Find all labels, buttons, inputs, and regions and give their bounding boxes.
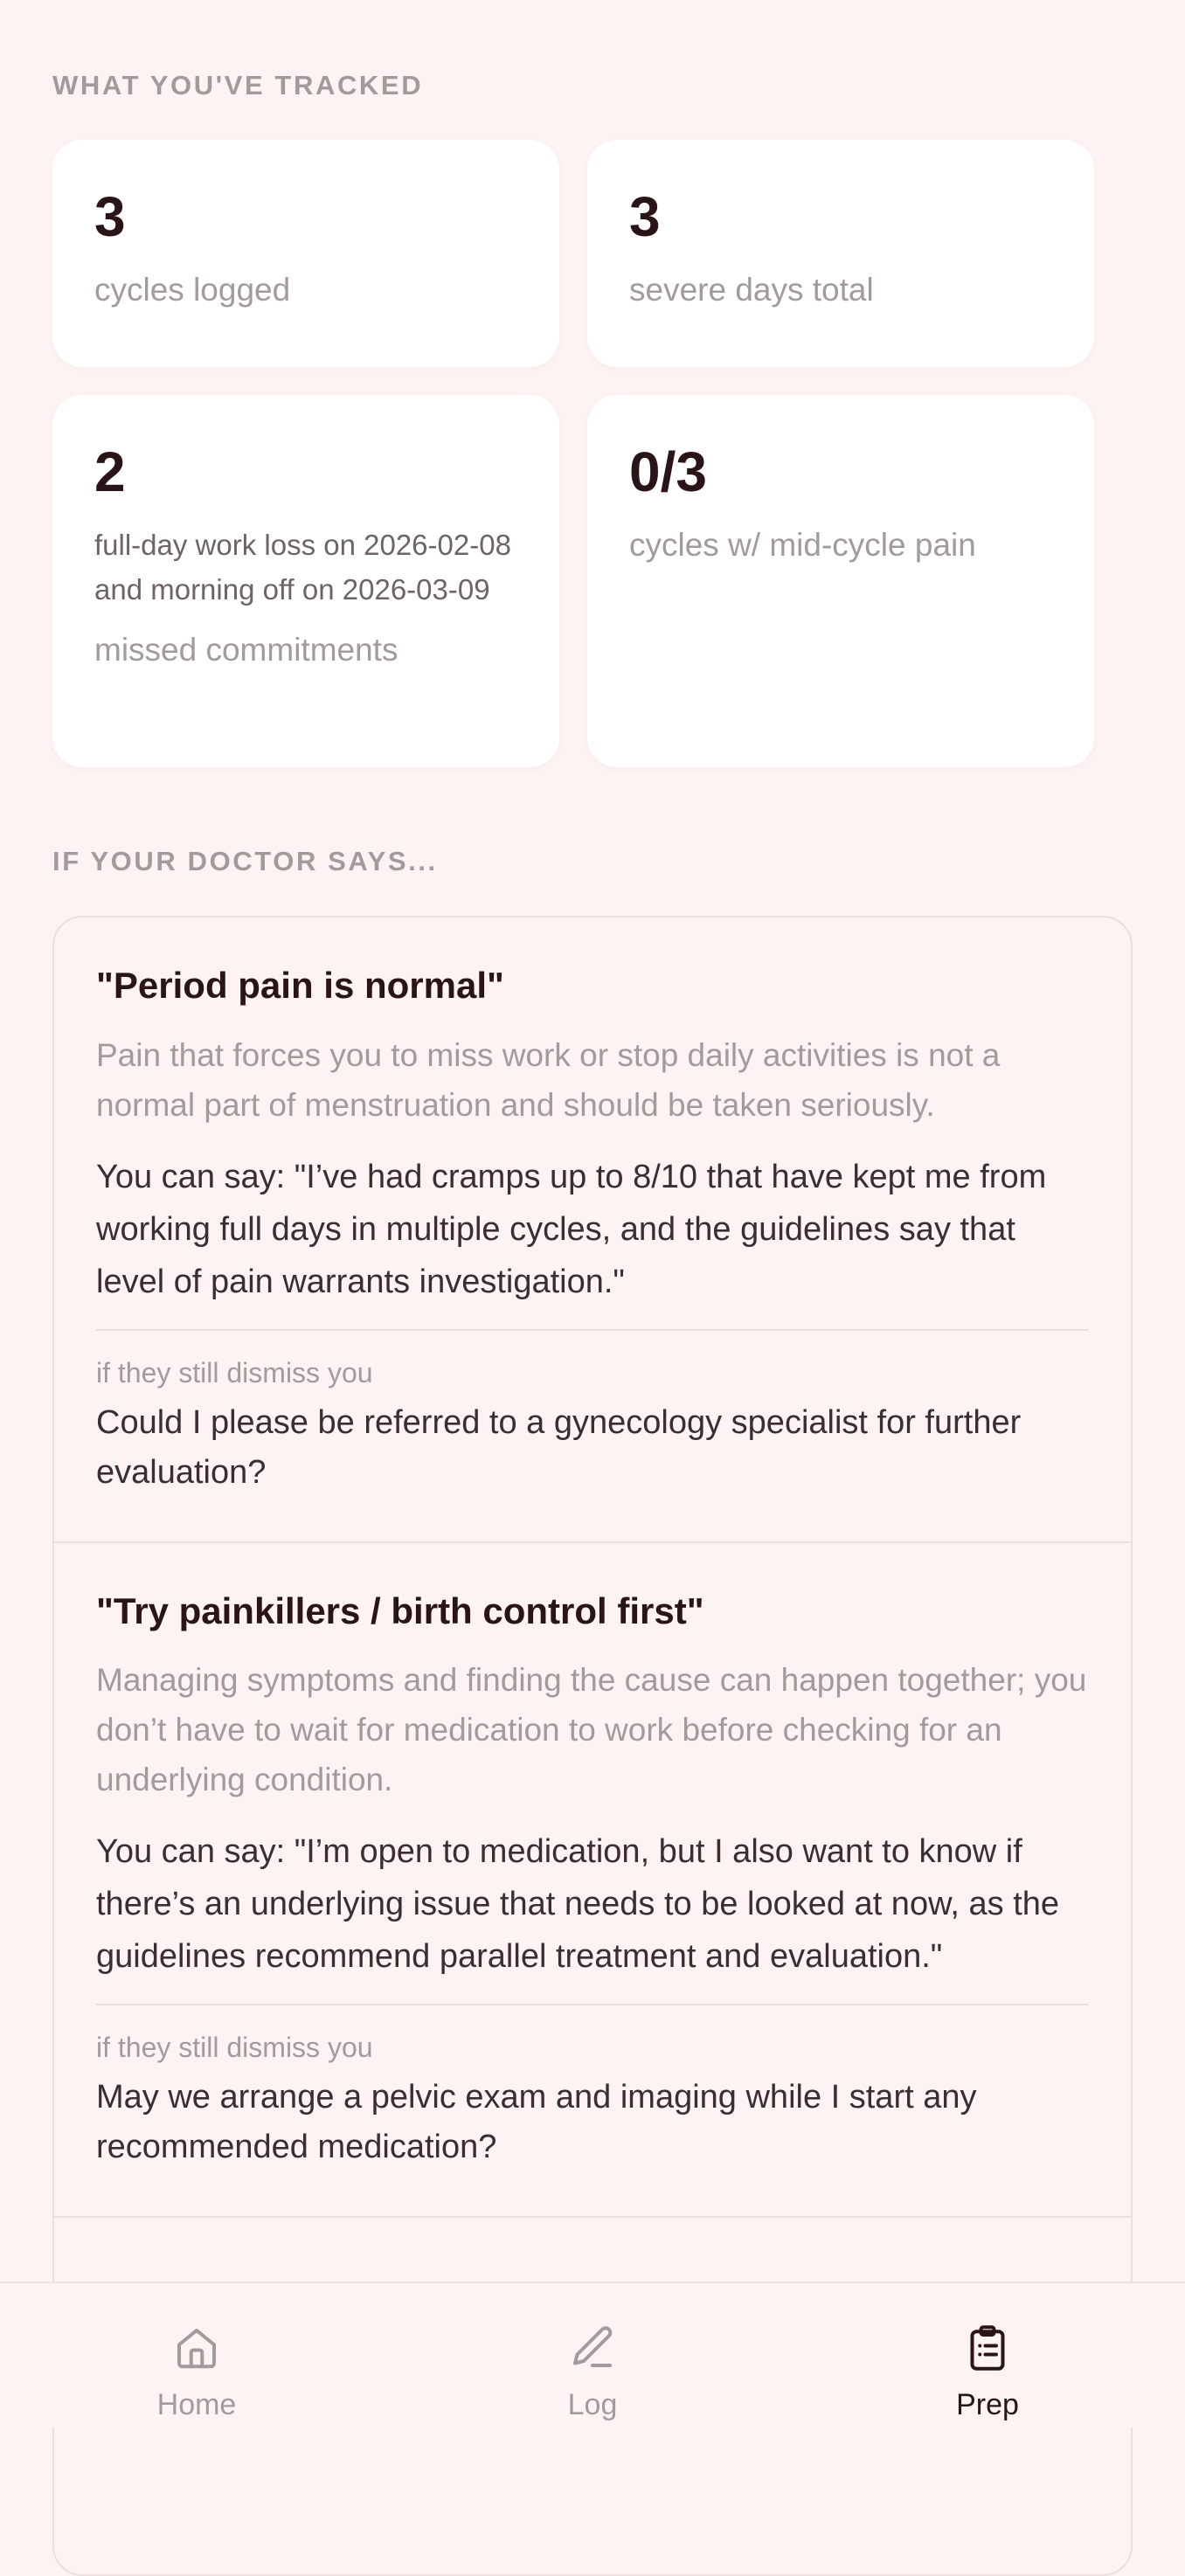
dismiss-request: Could I please be referred to a gynecology specialist for further evaluation? — [96, 1403, 1022, 1491]
response-title: "Period pain is normal" — [96, 965, 504, 1006]
tracked-section-label: WHAT YOU'VE TRACKED — [52, 70, 424, 100]
stat-card-mid-cycle-pain — [587, 395, 1094, 767]
home-icon — [170, 2322, 223, 2374]
nav-log[interactable] — [496, 2322, 689, 2422]
doctor-section-label: IF YOUR DOCTOR SAYS... — [52, 846, 438, 876]
stat-note: full-day work loss on 2026-02-08 and morning off on 2026-03-09 — [94, 529, 511, 606]
stat-label: missed commitments — [94, 632, 398, 668]
stat-value: 0/3 — [629, 440, 707, 503]
response-reason: Pain that forces you to miss work or stop daily activities is not a normal part of menstruation and should be taken seriously. — [96, 1036, 1001, 1123]
response-reason: Managing symptoms and finding the cause can happen together; you don’t have to wait for medication to work before checking for an underlying condition. — [96, 1662, 1087, 1797]
doctor-response-item — [54, 1543, 1131, 2219]
tracked-stats-grid — [52, 140, 1094, 767]
stat-value: 3 — [94, 185, 126, 248]
dismiss-label: if they still dismiss you — [96, 2032, 373, 2063]
nav-home-label: Home — [156, 2388, 237, 2421]
nav-home[interactable] — [100, 2322, 293, 2422]
clipboard-icon — [961, 2322, 1014, 2374]
response-title: "Try painkillers / birth control first" — [96, 1589, 704, 1631]
bottom-nav — [0, 2282, 1185, 2427]
nav-prep-label: Prep — [956, 2388, 1019, 2421]
stat-card-cycles-logged — [52, 140, 559, 367]
nav-prep[interactable] — [891, 2322, 1084, 2422]
stat-value: 2 — [94, 440, 126, 503]
stat-label: cycles logged — [94, 272, 291, 308]
response-script: You can say: "I’ve had cramps up to 8/10 that have kept me from working full days in multiple cycles, and the guidelines say that level of pain warrants investigation." — [96, 1151, 1089, 1331]
pencil-icon — [566, 2322, 619, 2374]
doctor-response-item — [54, 918, 1131, 1543]
stat-card-severe-days — [587, 140, 1094, 367]
response-script: You can say: "I’m open to medication, but I also want to know if there’s an underlying issue that needs to be looked at now, as the guidelines recommend parallel treatment and evaluation." — [96, 1825, 1089, 2005]
stat-label: severe days total — [629, 272, 874, 308]
stat-label: cycles w/ mid-cycle pain — [629, 527, 976, 563]
dismiss-request: May we arrange a pelvic exam and imaging while I start any recommended medication? — [96, 2079, 977, 2165]
stat-value: 3 — [629, 185, 661, 248]
stat-card-missed-commitments — [52, 395, 559, 767]
nav-log-label: Log — [567, 2388, 618, 2421]
dismiss-label: if they still dismiss you — [96, 1356, 373, 1388]
